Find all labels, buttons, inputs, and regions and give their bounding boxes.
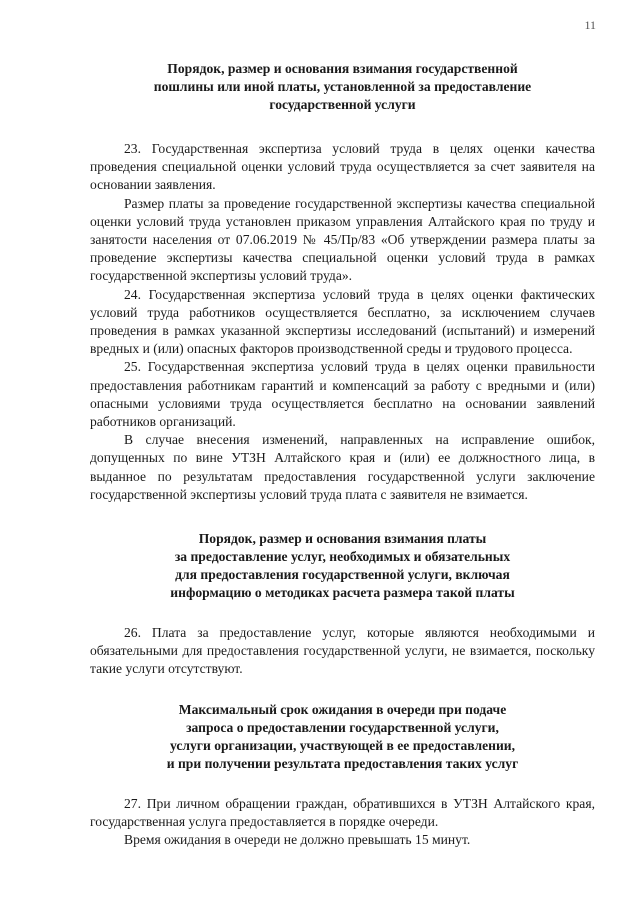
heading-line: Максимальный срок ожидания в очереди при подаче [178, 701, 507, 717]
paragraph-27: 27. При личном обращении граждан, обратившихся в УТЗН Алтайского края, государственная услуга предоставляется в порядке очереди. [90, 795, 595, 829]
heading-line: запроса о предоставлении государственной услуги, [186, 719, 499, 735]
paragraph-26: 26. Плата за предоставление услуг, которые являются необходимыми и обязательными для предоставления государственной услуги, не взимается, поскольку такие услуги отсутствуют. [90, 625, 595, 677]
heading-line: за предоставление услуг, необходимых и обязательных [174, 549, 511, 565]
heading-line: Порядок, размер и основания взимания государственной [167, 61, 518, 76]
paragraph-fee-amount: Размер платы за проведение государственной экспертизы качества специальной оценки условий труда установлен приказом управления Алтайского края по труду и занятости населения от 07.06.2019 № 45/Пр/83 «Об утверждении размера платы за проведение экспертизы качества специальной оценки условий труда в рамках государственной экспертизы условий труда». [90, 195, 595, 284]
heading-line: пошлины или иной платы, установленной за предоставление [153, 79, 532, 94]
heading-line: государственной услуги [269, 97, 416, 112]
heading-line: и при получении результата предоставления таких услуг [166, 755, 519, 771]
paragraph-23: 23. Государственная экспертиза условий труда в целях оценки качества проведения специальной оценки условий труда осуществляется за счет заявителя на основании заявления. [90, 141, 595, 193]
heading-line: для предоставления государственной услуги, включая [175, 567, 510, 583]
paragraph-error-correction: В случае внесения изменений, направленных на исправление ошибок, допущенных по вине УТЗН Алтайского края и (или) ее должностного лица, в выданное по результатам предоставления государственной услуги заключение государственной экспертизы условий труда плата с заявителя не взимается. [90, 432, 595, 502]
document-body [90, 60, 595, 849]
heading-line: услуги организации, участвующей в ее предоставлении, [169, 737, 516, 753]
heading-line: информацию о методиках расчета размера такой платы [170, 585, 515, 601]
paragraph-queue-limit: Время ожидания в очереди не должно превышать 15 минут. [124, 832, 471, 848]
paragraph-25: 25. Государственная экспертиза условий труда в целях оценки правильности предоставления работникам гарантий и компенсаций за работу с вредными и (или) опасными условиями труда осуществляется бесплатно на основании заявлений работников организаций. [90, 359, 595, 430]
section-heading-required-services-fee [90, 530, 595, 602]
section-heading-state-fee [90, 60, 595, 114]
section-heading-queue-time [90, 701, 595, 773]
paragraph-24: 24. Государственная экспертиза условий труда в целях оценки фактических условий труда работников осуществляется бесплатно, за исключением случаев проведения в рамках указанной экспертизы исследований (испытаний) и измерений вредных и (или) опасных факторов производственной среды и трудового процесса. [90, 286, 595, 357]
page-number: 11 [584, 18, 596, 32]
heading-line: Порядок, размер и основания взимания платы [198, 531, 487, 547]
